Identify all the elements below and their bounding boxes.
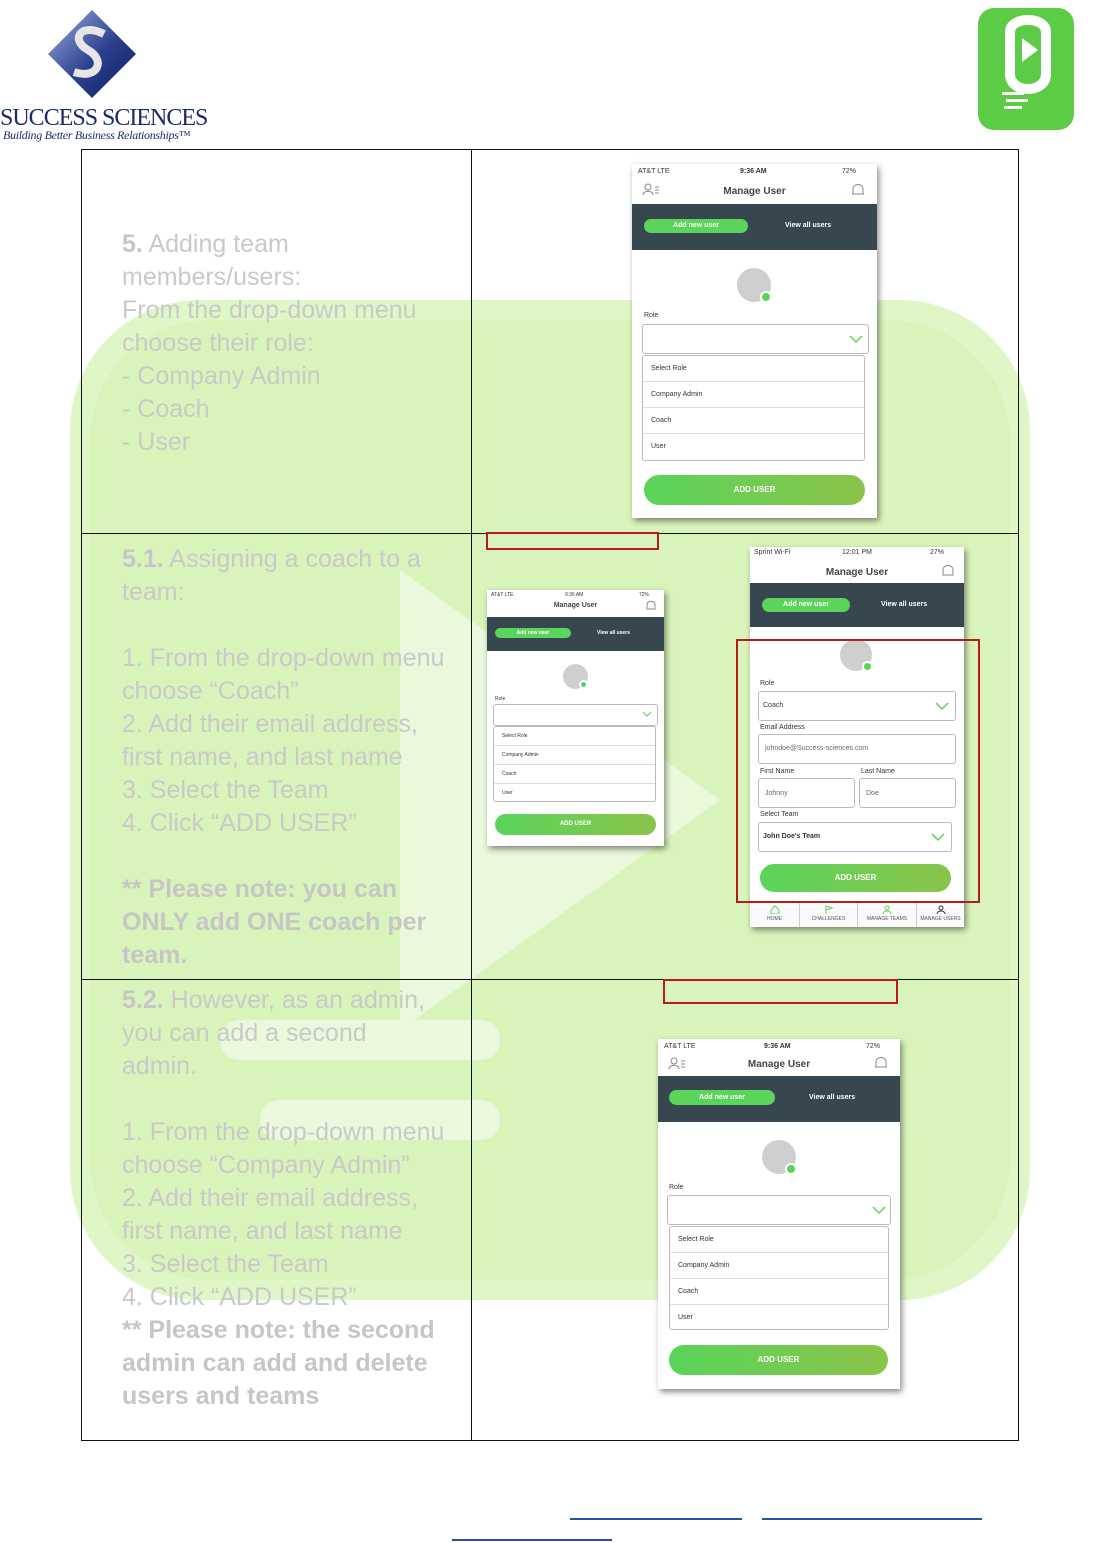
home-icon — [770, 905, 780, 914]
instruction-line: From the drop-down menu — [122, 296, 417, 324]
add-new-user-tab[interactable]: Add new user — [669, 1090, 775, 1105]
status-bar: Sprint Wi-Fi 12:01 PM 27% — [754, 549, 945, 556]
team-select[interactable]: John Doe's Team — [758, 822, 952, 852]
instructions-text — [122, 228, 447, 459]
select-team-label: Select Team — [760, 811, 799, 818]
role-value: Coach — [763, 702, 784, 709]
battery-text: 72% — [842, 168, 857, 175]
bell-icon[interactable] — [873, 1055, 889, 1071]
step-number: 5. — [122, 230, 143, 258]
instruction-step: 1. From the drop-down menu choose “Coach” — [122, 644, 445, 705]
role-dropdown — [642, 355, 865, 461]
coach-highlight-box — [486, 532, 659, 550]
view-all-users-tab[interactable]: View all users — [785, 222, 832, 229]
dropdown-option[interactable]: User — [678, 1314, 693, 1321]
tab-header — [658, 1076, 900, 1122]
avatar[interactable] — [563, 664, 588, 689]
instruction-table — [81, 149, 1019, 1441]
status-bar: AT&T LTE 9:36 AM 72% — [664, 1043, 881, 1050]
view-all-users-tab[interactable]: View all users — [809, 1094, 856, 1101]
instruction-line: members/users: — [122, 263, 302, 291]
role-select[interactable] — [642, 324, 869, 354]
last-name-field[interactable]: Doe — [859, 778, 956, 808]
tab-manage-teams[interactable]: MANAGE TEAMS — [858, 903, 917, 927]
dropdown-option[interactable]: Select Role — [670, 1227, 888, 1253]
dropdown-option[interactable]: Company Admin — [670, 1253, 888, 1279]
table-row — [82, 150, 1018, 534]
status-bar: AT&T LTE 9:36 AM 72% — [491, 592, 650, 598]
email-label: Email Address — [760, 724, 805, 731]
add-user-button[interactable]: ADD USER — [495, 814, 656, 835]
instruction-step: 2. Add their email address, first name, and last name — [122, 710, 418, 771]
screen-title: Manage User — [825, 567, 889, 578]
instruction-step: 3. Select the Team — [122, 776, 329, 804]
diamond-s-icon — [0, 8, 190, 104]
screen-title: Manage User — [553, 602, 598, 609]
role-dropdown — [493, 726, 656, 802]
instruction-line: Adding team — [148, 230, 289, 258]
footer-link-underline[interactable] — [762, 1518, 982, 1520]
team-icon — [882, 905, 892, 914]
view-all-users-tab[interactable]: View all users — [597, 630, 630, 636]
instruction-line: choose their role: — [122, 329, 314, 357]
status-bar — [632, 164, 877, 180]
add-user-button[interactable]: ADD USER — [644, 475, 865, 505]
phone-screenshot-small — [487, 590, 664, 846]
role-dropdown — [669, 1226, 889, 1330]
instruction-step: 2. Add their email address, first name, and last name — [122, 1184, 418, 1245]
company-tagline: Building Better Business Relationships™ — [3, 128, 191, 142]
dropdown-option[interactable]: User — [502, 790, 513, 796]
time-text: 9:36 AM — [740, 168, 767, 175]
chevron-down-icon — [849, 335, 863, 344]
first-name-label: First Name — [760, 768, 795, 775]
role-select[interactable] — [667, 1195, 891, 1225]
company-wordmark: SUCCESS SCIENCES — [0, 105, 208, 131]
app-logo-icon — [978, 8, 1074, 130]
tab-header — [487, 617, 664, 651]
role-select[interactable] — [493, 704, 658, 726]
instruction-step: 4. Click “ADD USER” — [122, 809, 357, 837]
tab-header — [750, 583, 964, 627]
bell-icon[interactable] — [940, 563, 956, 579]
tab-manage-users[interactable]: MANAGE USERS — [917, 903, 964, 927]
add-new-user-tab[interactable]: Add new user — [762, 598, 850, 612]
screen-title: Manage User — [723, 186, 786, 197]
dropdown-option[interactable]: Company Admin — [494, 746, 655, 765]
dropdown-option[interactable]: Coach — [670, 1279, 888, 1305]
tab-challenges[interactable]: CHALLENGES — [800, 903, 858, 927]
role-label: Role — [495, 696, 506, 702]
role-label: Role — [760, 680, 775, 687]
chevron-down-icon — [642, 711, 652, 718]
dropdown-option[interactable]: Select Role — [643, 356, 864, 382]
bottom-tab-bar — [750, 902, 964, 927]
last-name-label: Last Name — [861, 768, 895, 775]
dropdown-option[interactable]: Coach — [643, 408, 864, 434]
role-label: Role — [669, 1184, 684, 1191]
instruction-step: 4. Click “ADD USER” — [122, 1283, 357, 1311]
instruction-note: ** Please note: you can ONLY add ONE coach per team. — [122, 875, 427, 969]
add-new-user-tab[interactable]: Add new user — [495, 628, 571, 638]
first-name-field[interactable]: Johnny — [758, 778, 855, 808]
instruction-heading: Assigning a coach to a team: — [122, 545, 421, 606]
instructions-text — [122, 984, 447, 1413]
phone-screenshot — [658, 1039, 900, 1389]
instruction-line: - Coach — [122, 395, 210, 423]
avatar[interactable] — [737, 268, 771, 302]
instruction-note: ** Please note: the second admin can add and delete users and teams — [122, 1316, 435, 1410]
screen-title: Manage User — [747, 1059, 811, 1070]
dropdown-option[interactable]: Company Admin — [643, 382, 864, 408]
instruction-line: - User — [122, 428, 191, 456]
chevron-down-icon — [872, 1206, 886, 1215]
email-field[interactable]: johndoe@Success-sciences.com — [758, 734, 956, 764]
footer-link-underline[interactable] — [570, 1518, 742, 1520]
carrier-text: AT&T LTE — [638, 168, 670, 175]
add-new-user-tab[interactable]: Add new user — [644, 219, 748, 233]
instruction-step: 1. From the drop-down menu choose “Company Admin” — [122, 1118, 445, 1179]
dropdown-option[interactable]: User — [651, 443, 666, 450]
instructions-text — [122, 543, 447, 972]
dropdown-option[interactable]: Select Role — [494, 727, 655, 746]
company-admin-highlight-box — [663, 979, 898, 1004]
add-user-button[interactable]: ADD USER — [669, 1345, 888, 1375]
flag-icon — [824, 905, 834, 914]
table-row — [82, 979, 1018, 1440]
add-user-button[interactable]: ADD USER — [760, 864, 951, 892]
tab-header — [632, 204, 877, 250]
instruction-line: - Company Admin — [122, 362, 321, 390]
step-number: 5.1. — [122, 545, 164, 573]
tab-home[interactable]: HOME — [750, 903, 800, 927]
dropdown-option[interactable]: Coach — [494, 765, 655, 784]
view-all-users-tab[interactable]: View all users — [881, 601, 928, 608]
bell-icon[interactable] — [645, 600, 657, 612]
avatar[interactable] — [762, 1140, 796, 1174]
role-label: Role — [644, 312, 659, 319]
form-highlight-box — [736, 639, 980, 903]
instruction-heading: However, as an admin, you can add a second admin. — [122, 986, 425, 1080]
step-number: 5.2. — [122, 986, 164, 1014]
user-icon — [936, 905, 946, 914]
bell-icon[interactable] — [850, 182, 866, 198]
phone-screenshot — [632, 164, 877, 518]
footer-link-underline[interactable] — [452, 1539, 612, 1541]
instruction-step: 3. Select the Team — [122, 1250, 329, 1278]
table-row — [82, 533, 1018, 980]
success-sciences-logo — [0, 8, 208, 142]
camera-badge-icon — [760, 291, 772, 303]
